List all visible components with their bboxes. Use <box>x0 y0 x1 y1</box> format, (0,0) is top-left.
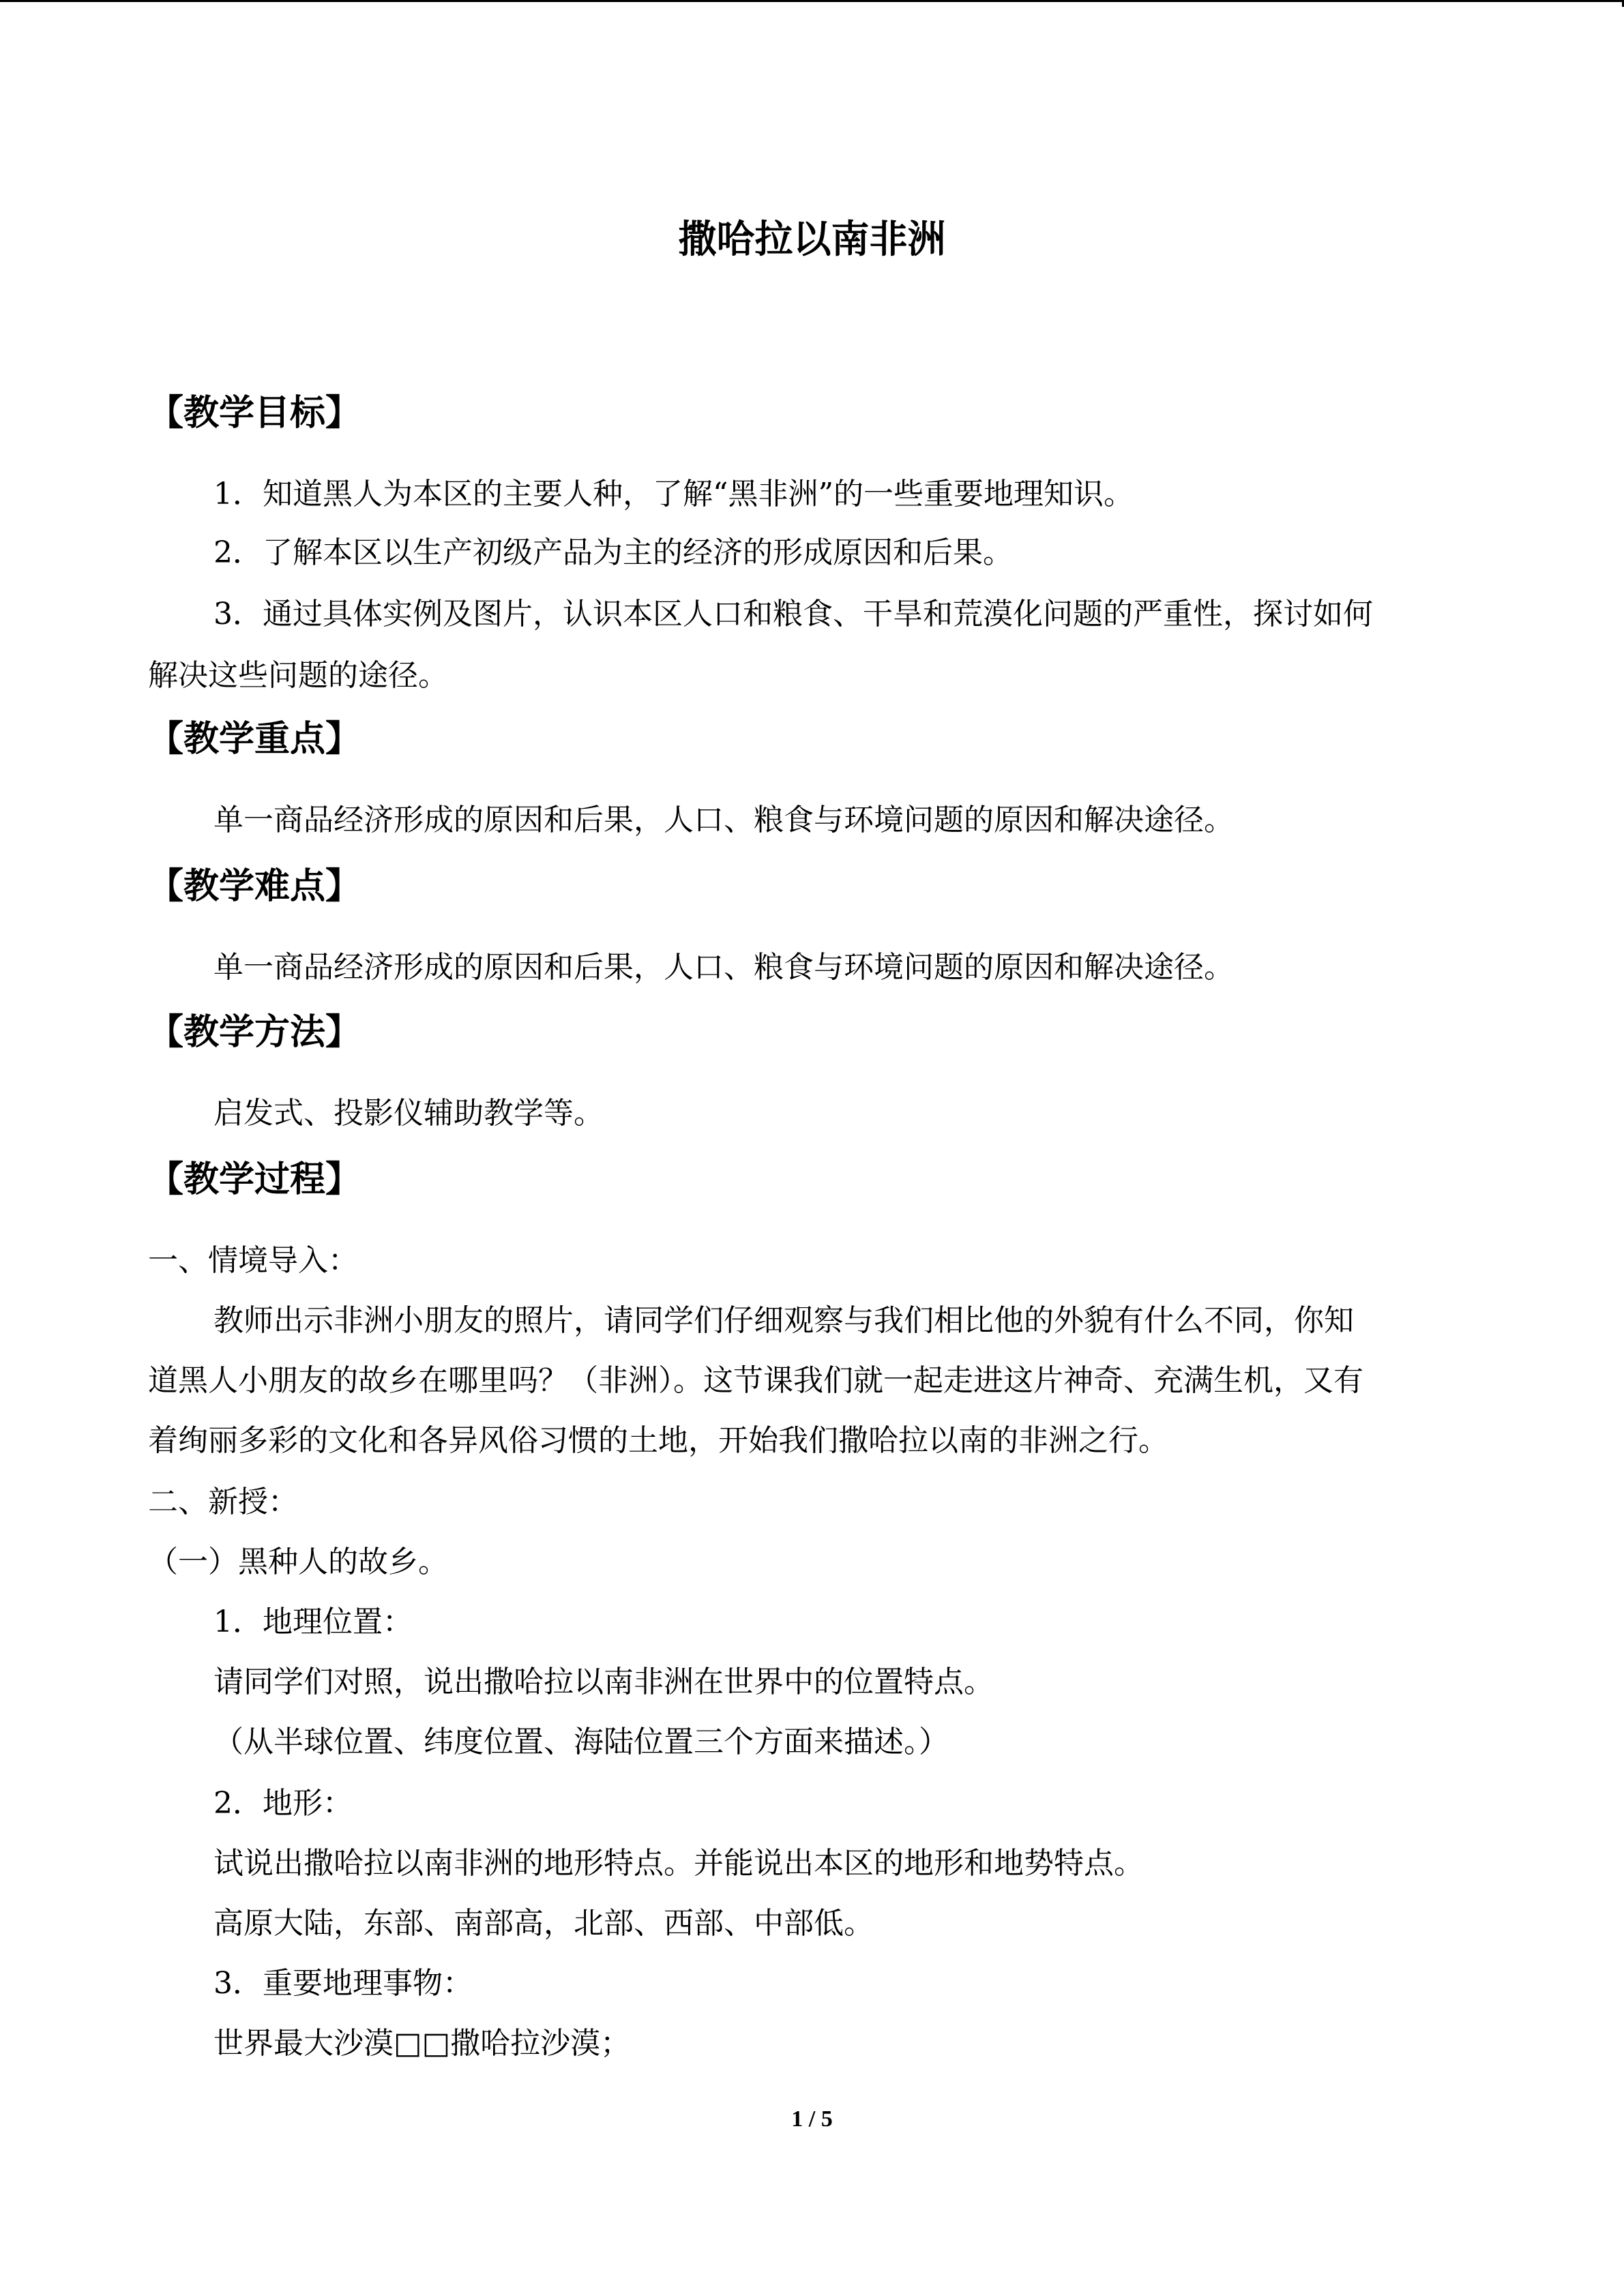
process-intro-line-3: 着绚丽多彩的文化和各异风俗习惯的土地，开始我们撒哈拉以南的非洲之行。 <box>148 1423 1168 1458</box>
process-intro-heading: 一、情境导入： <box>148 1243 358 1278</box>
process-location-text: 请同学们对照，说出撒哈拉以南非洲在世界中的位置特点。 <box>213 1665 994 1699</box>
heading-key-points: 【教学重点】 <box>148 719 361 760</box>
top-border-line <box>0 0 1624 2</box>
goal-item-3-continued: 解决这些问题的途径。 <box>148 658 448 693</box>
goal-item-3: 3．通过具体实例及图片，认识本区人口和粮食、干旱和荒漠化问题的严重性，探讨如何 <box>213 597 1373 631</box>
process-location-note: （从半球位置、纬度位置、海陆位置三个方面来描述。） <box>213 1725 949 1759</box>
process-subsection-1: （一）黑种人的故乡。 <box>148 1545 448 1579</box>
process-features-text: 世界最大沙漠□□撒哈拉沙漠； <box>213 2026 631 2061</box>
process-terrain-answer: 高原大陆，东部、南部高，北部、西部、中部低。 <box>213 1906 874 1941</box>
process-location-heading: 1．地理位置： <box>213 1605 413 1639</box>
heading-difficulties: 【教学难点】 <box>148 866 361 907</box>
goal-item-2: 2．了解本区以生产初级产品为主的经济的形成原因和后果。 <box>213 535 1013 570</box>
methods-text: 启发式、投影仪辅助教学等。 <box>213 1096 604 1131</box>
document-title: 撒哈拉以南非洲 <box>678 218 946 262</box>
process-new-lesson-heading: 二、新授： <box>148 1485 298 1519</box>
process-intro-line-1: 教师出示非洲小朋友的照片，请同学们仔细观察与我们相比他的外貌有什么不同，你知 <box>213 1303 1354 1338</box>
page-number: 1 / 5 <box>791 2106 833 2132</box>
process-terrain-text: 试说出撒哈拉以南非洲的地形特点。并能说出本区的地形和地势特点。 <box>213 1846 1144 1881</box>
heading-methods: 【教学方法】 <box>148 1012 361 1053</box>
heading-process: 【教学过程】 <box>148 1159 361 1200</box>
process-intro-line-2: 道黑人小朋友的故乡在哪里吗？（非洲）。这节课我们就一起走进这片神奇、充满生机，又有 <box>148 1363 1363 1398</box>
goal-item-1: 1．知道黑人为本区的主要人种，了解“黑非洲”的一些重要地理知识。 <box>213 477 1134 511</box>
process-terrain-heading: 2．地形： <box>213 1786 353 1821</box>
heading-teaching-goals: 【教学目标】 <box>148 393 361 434</box>
key-points-text: 单一商品经济形成的原因和后果，人口、粮食与环境问题的原因和解决途径。 <box>213 803 1234 837</box>
process-features-heading: 3．重要地理事物： <box>213 1966 473 2001</box>
difficulties-text: 单一商品经济形成的原因和后果，人口、粮食与环境问题的原因和解决途径。 <box>213 950 1234 985</box>
